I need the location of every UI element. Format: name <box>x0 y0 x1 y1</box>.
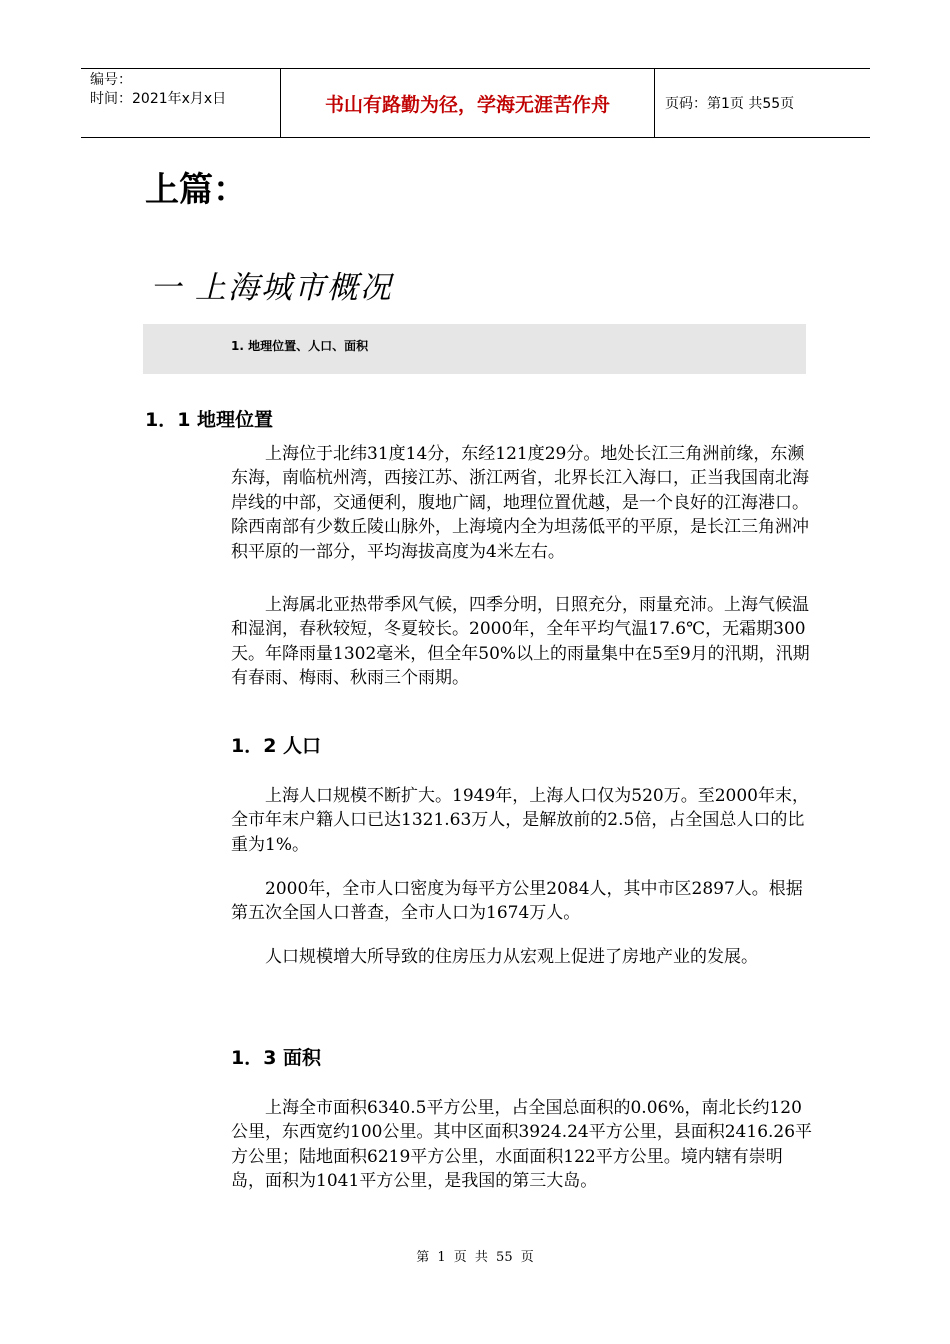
paragraph-population-1: 上海人口规模不断扩大。1949年，上海人口仅为520万。至2000年末，全市年末户籍人口已达1321.63万人，是解放前的2.5倍，占全国总人口的比重为1%。 <box>231 786 809 855</box>
page-footer: 第 1 页 共 55 页 <box>416 1250 534 1265</box>
part-title: 上篇： <box>145 170 247 210</box>
header-time: 时间：2021年x月x日 <box>90 91 227 107</box>
heading-area: 1．3 面积 <box>231 1047 322 1069</box>
paragraph-population-3: 人口规模增大所导致的住房压力从宏观上促进了房地产业的发展。 <box>265 947 758 967</box>
chapter-title: 一 上海城市概况 <box>150 270 393 306</box>
paragraph-area-1: 上海全市面积6340.5平方公里，占全国总面积的0.06%，南北长约120公里，东西宽约100公里。其中区面积3924.24平方公里，县面积2416.26平方公里；陆地面积6219平方公里，水面面积122平方公里。境内辖有崇明岛，面积为1041平方公里，是我国的第三大岛。 <box>231 1098 813 1192</box>
heading-location: 1．1 地理位置 <box>145 409 274 431</box>
header-motto: 书山有路勤为径，学海无涯苦作舟 <box>281 69 655 137</box>
paragraph-location-1: 上海位于北纬31度14分，东经121度29分。地处长江三角洲前缘，东濒东海，南临杭州湾，西接江苏、浙江两省，北界长江入海口，正当我国南北海岸线的中部，交通便利，腹地广阔，地理位置优越，是一个良好的江海港口。除西南部有少数丘陵山脉外，上海境内全为坦荡低平的平原，是长江三角洲冲积平原的一部分，平均海拔高度为4米左右。 <box>231 444 809 562</box>
section-box-label: 1. 地理位置、人口、面积 <box>231 339 369 353</box>
heading-population: 1．2 人口 <box>231 735 322 757</box>
section-box <box>143 324 806 374</box>
paragraph-population-2: 2000年，全市人口密度为每平方公里2084人，其中市区2897人。根据第五次全国人口普查，全市人口为1674万人。 <box>231 879 803 924</box>
header-number: 编号： <box>90 72 132 88</box>
paragraph-location-2: 上海属北亚热带季风气候，四季分明，日照充分，雨量充沛。上海气候温和湿润，春秋较短，冬夏较长。2000年，全年平均气温17.6℃，无霜期300天。年降雨量1302毫米，但全年50%以上的雨量集中在5至9月的汛期，汛期有春雨、梅雨、秋雨三个雨期。 <box>231 595 810 689</box>
header-page-info: 页码：第1页 共55页 <box>665 96 795 112</box>
header-meta <box>81 69 281 137</box>
page-header <box>81 68 870 138</box>
